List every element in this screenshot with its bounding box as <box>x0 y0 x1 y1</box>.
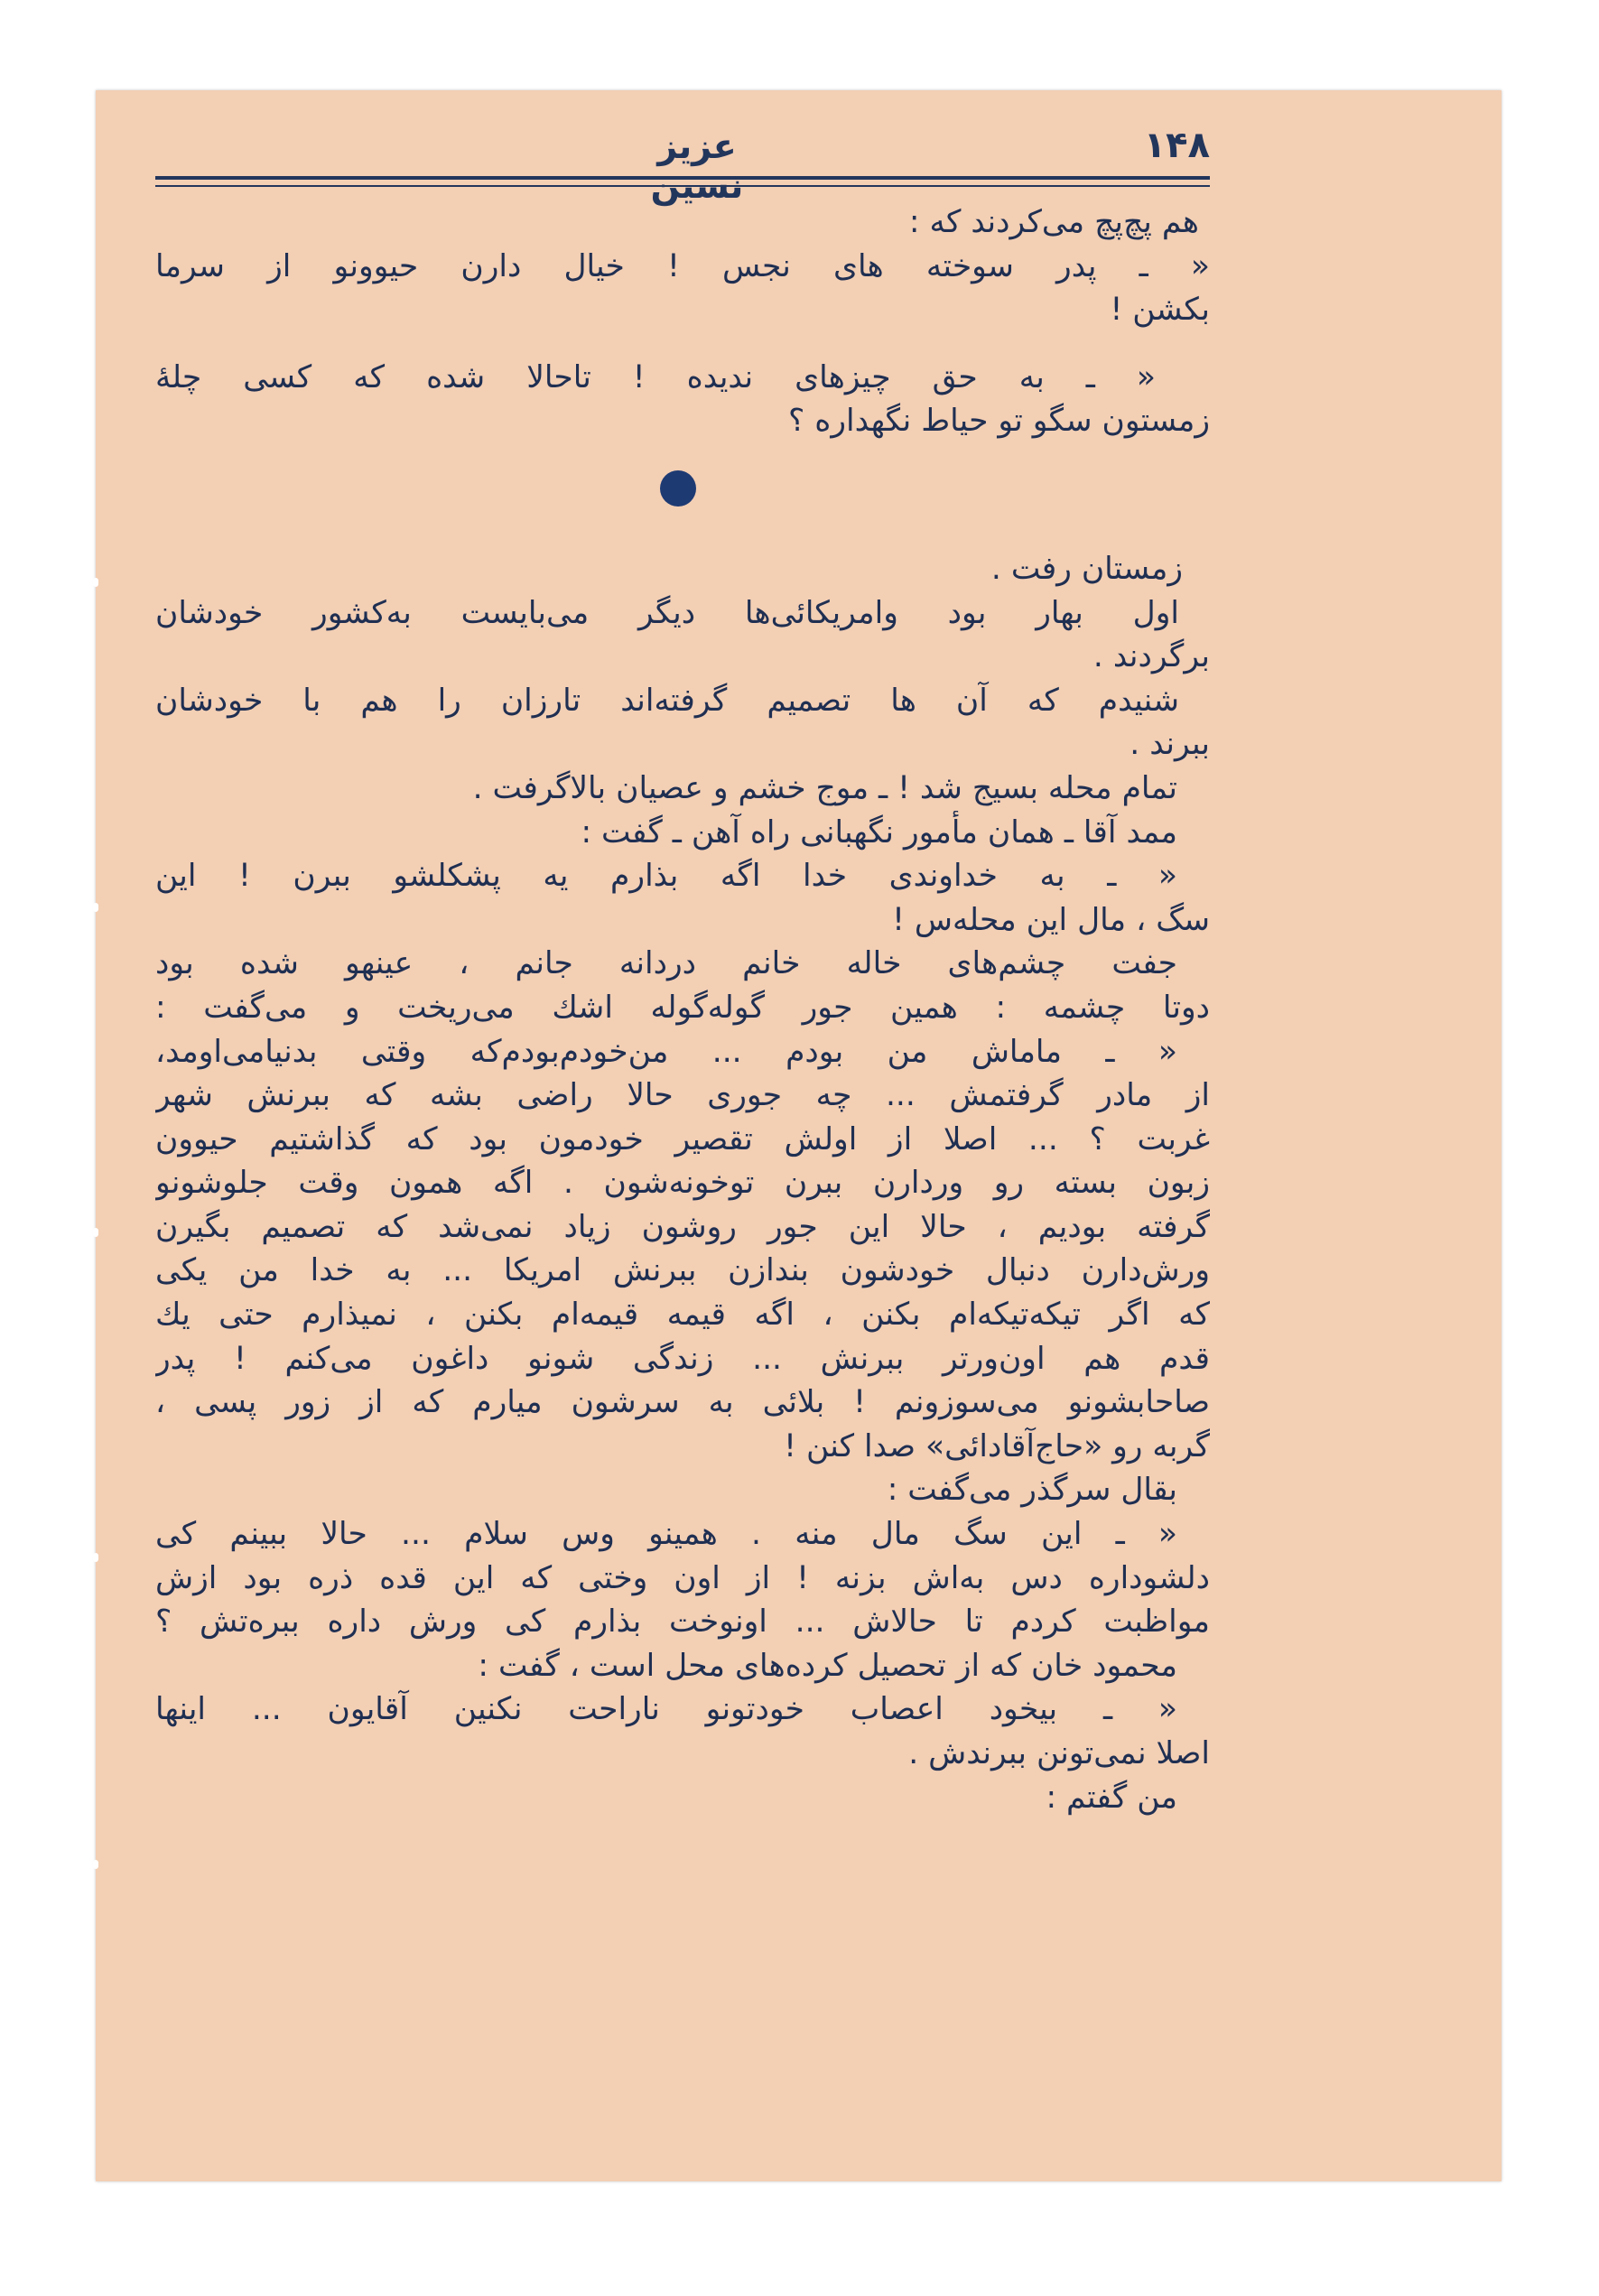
text-line: ممد آقا ـ همان مأمور نگهبانی راه آهن ـ گفت : <box>581 813 1177 851</box>
binding-hole <box>93 1553 98 1562</box>
text-line: محمود خان که از تحصیل کرده‌های محل است ، گفت : <box>478 1647 1177 1684</box>
text-line: بقال سرگذر می‌گفت : <box>887 1472 1177 1509</box>
text-line: مواظبت کردم تا حالاش ... اونوخت بذارم کی ورش داره ببره‌تش ؟ <box>155 1603 1210 1641</box>
text-line: زبون بسته رو وردارن ببرن توخونه‌شون . اگه همون وقت جلوشونو <box>155 1165 1210 1202</box>
text-line: بکشن ! <box>1110 292 1210 329</box>
text-line: گرفته بودیم ، حالا این جور روشون زیاد نمی‌شد که تصمیم بگیرن <box>155 1208 1210 1245</box>
text-line: شنیدم که آن ها تصمیم گرفته‌اند تارزان را هم با خودشان <box>155 682 1179 719</box>
text-line: « ـ به حق چیزهای ندیده ! تاحالا شده که کسی چلهٔ <box>155 358 1156 395</box>
text-line: « ـ ماماش من بودم ... من‌خودم‌بودم‌که وقتی بدنیامی‌اومد، <box>155 1033 1177 1070</box>
text-line: که اگر تیکه‌تیکه‌ام بکنن ، اگه قیمه قیمه‌ام بکنن ، نمیذارم حتی یك <box>155 1297 1210 1334</box>
text-line: « ـ این سگ مال منه . همینو وس سلام ... حالا ببینم کی <box>155 1516 1177 1553</box>
text-line: سگ ، مال این محله‌س ! <box>892 901 1210 938</box>
text-line: از مادر گرفتمش ... چه جوری حالا راضی بشه که ببرنش شهر <box>155 1077 1210 1114</box>
header-rule <box>155 176 1210 187</box>
text-line: قدم هم اون‌ورتر ببرنش ... زندگی شونو داغون می‌کنم ! پدر <box>155 1340 1210 1377</box>
text-line: « ـ به خداوندی خدا اگه بذارم یه پشکلشو ببرن ! این <box>155 858 1177 895</box>
text-line: « ـ بیخود اعصاب خودتونو ناراحت نکنین آقایون ... اینها <box>155 1691 1177 1728</box>
text-line: ورش‌دارن دنبال خودشون بندازن ببرنش امریکا ... به خدا من یکی <box>155 1252 1210 1289</box>
binding-hole <box>93 1228 98 1237</box>
text-line: هم پچ‌پچ می‌کردند که : <box>908 204 1199 240</box>
text-line: اصلا نمی‌تونن ببرندش . <box>908 1735 1210 1771</box>
binding-hole <box>93 1860 98 1869</box>
binding-hole <box>93 578 98 587</box>
page-number: ۱۴۸ <box>1143 125 1210 166</box>
text-line: گربه رو «حاج‌آقادائی» صدا کنن ! <box>784 1427 1210 1464</box>
separator-dot <box>660 470 696 507</box>
binding-hole <box>93 903 98 912</box>
text-line: جفت چشم‌های خاله خانم دردانه جانم ، عینهو شده بود <box>155 945 1177 982</box>
text-line: دوتا چشمه : همین جور گوله‌گوله اشك می‌ریخت و می‌گفت : <box>155 989 1210 1026</box>
text-line: دلشوداره دس به‌اش بزنه ! از اون وختی که این قده ذره بود ازش <box>155 1559 1210 1596</box>
running-title: عزیز نسین <box>650 126 744 206</box>
paragraph-gap <box>155 332 1210 356</box>
section-separator <box>155 443 1210 547</box>
text-line: من گفتم : <box>1046 1779 1177 1816</box>
text-line: تمام محله بسیج شد ! ـ موج خشم و عصیان بالاگرفت . <box>472 769 1177 806</box>
text-line: برگردند . <box>1092 638 1210 675</box>
text-line: غربت ؟ ... اصلا از اولش تقصیر خودمون بود که گذاشتیم حیوون <box>155 1120 1210 1157</box>
page-header <box>155 125 1210 206</box>
text-line: ببرند . <box>1130 726 1210 763</box>
text-line: صاحابشونو می‌سوزونم ! بلائی به سرشون میارم که از زور پسی ، <box>155 1384 1210 1421</box>
body-text <box>155 200 1210 1819</box>
text-line: اول بهار بود وامریکائی‌ها دیگر می‌بایست به‌کشور خودشان <box>155 594 1179 631</box>
text-line: زمستان رفت . <box>990 550 1183 587</box>
text-line: « ـ پدر سوخته های نجس ! خیال دارن حیوونو از سرما <box>155 247 1210 284</box>
text-line: زمستون سگو تو حیاط نگهداره ؟ <box>788 403 1210 440</box>
